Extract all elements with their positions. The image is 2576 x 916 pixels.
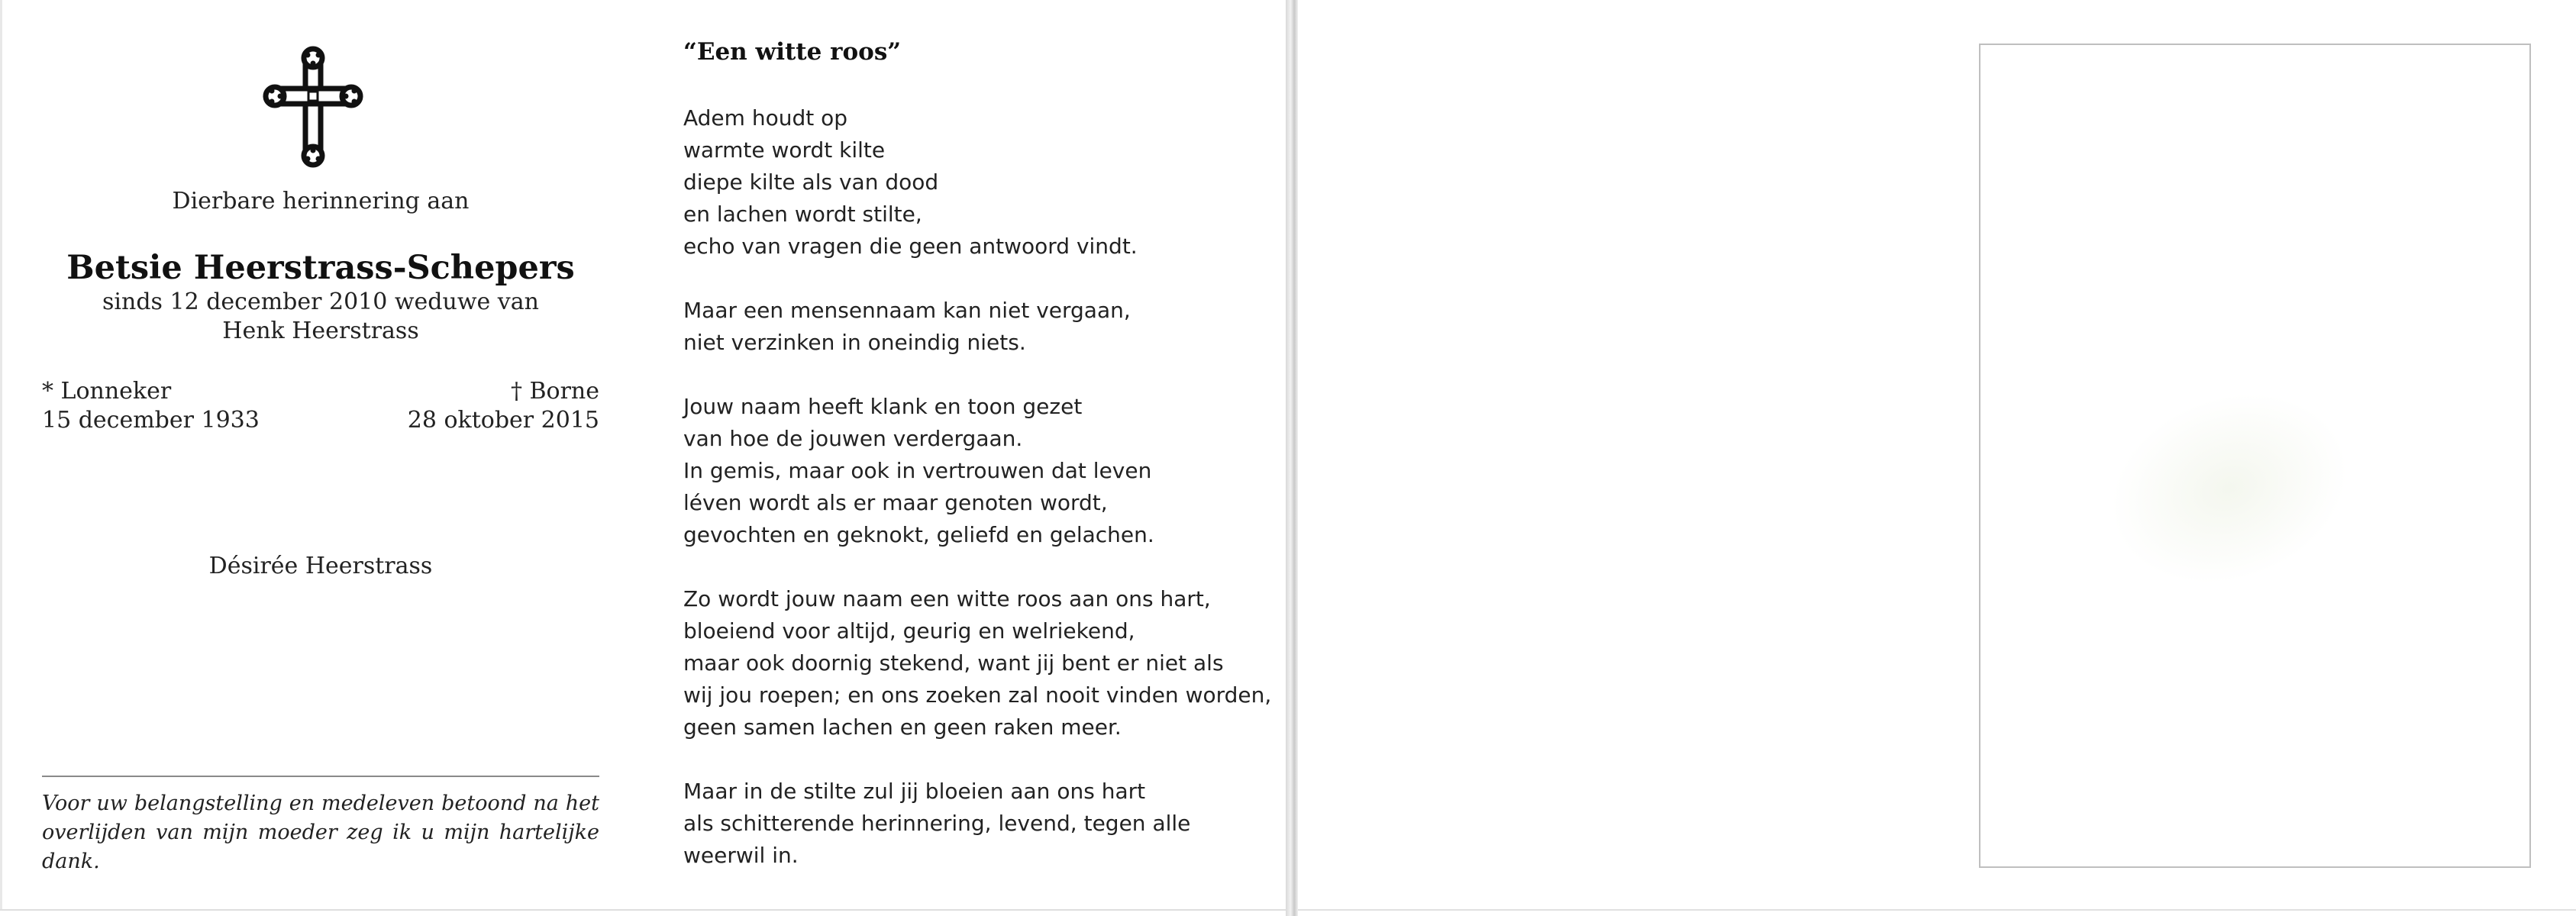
poem-line: weerwil in. <box>683 843 799 868</box>
poem-stanza <box>683 295 1279 359</box>
poem-line: Zo wordt jouw naam een witte roos aan ons hart, <box>683 586 1211 611</box>
poem-line: gevochten en geknokt, geliefd en gelachen. <box>683 522 1154 547</box>
death-info <box>408 377 599 435</box>
poem-line: Maar een mensennaam kan niet vergaan, <box>683 298 1131 323</box>
poem-line: léven wordt als er maar genoten wordt, <box>683 490 1108 515</box>
poem-line: geen samen lachen en geen raken meer. <box>683 714 1122 740</box>
poem-line: maar ook doornig stekend, want jij bent er niet als <box>683 650 1224 676</box>
poem-line: niet verzinken in oneindig niets. <box>683 330 1026 355</box>
cross-icon <box>263 46 363 168</box>
memorial-text-page <box>42 0 599 916</box>
divider <box>42 776 599 777</box>
signer-name: Désirée Heerstrass <box>208 553 433 579</box>
poem-line: Jouw naam heeft klank en toon gezet <box>683 394 1083 419</box>
widow-since-text: sinds 12 december 2010 weduwe van <box>102 289 539 315</box>
death-place: † Borne <box>510 378 599 405</box>
poem-stanza <box>683 391 1279 551</box>
birth-date: 15 december 1933 <box>42 407 260 434</box>
thanks-text: Voor uw belangstelling en medeleven betoond na het overlijden van mijn moeder zeg ik u mijn hartelijke dank. <box>42 792 599 873</box>
death-date: 28 oktober 2015 <box>407 407 599 434</box>
poem-line: en lachen wordt stilte, <box>683 202 922 227</box>
intro-text: Dierbare herinnering aan <box>172 188 470 214</box>
poem-stanza <box>683 583 1279 743</box>
poem-stanza <box>683 776 1279 872</box>
poem-line: bloeiend voor altijd, geurig en welriekend, <box>683 618 1135 643</box>
spouse-name: Henk Heerstrass <box>222 318 419 344</box>
poem-line: van hoe de jouwen verdergaan. <box>683 426 1023 451</box>
deceased-name: Betsie Heerstrass-Schepers <box>66 249 575 287</box>
poem-line: In gemis, maar ook in vertrouwen dat leven <box>683 458 1152 483</box>
poem-title: “Een witte roos” <box>683 38 902 66</box>
poem-line: Adem houdt op <box>683 105 848 131</box>
poem-line: Maar in de stilte zul jij bloeien aan ons hart <box>683 779 1146 804</box>
birth-place: * Lonneker <box>42 378 172 405</box>
poem-stanza <box>683 102 1279 263</box>
poem-line: als schitterende herinnering, levend, tegen alle <box>683 811 1191 836</box>
birth-info <box>42 377 260 435</box>
poem-line: wij jou roepen; en ons zoeken zal nooit vinden worden, <box>683 682 1272 708</box>
poem <box>683 38 1279 904</box>
poem-line: warmte wordt kilte <box>683 137 886 163</box>
card-fold <box>1286 0 1298 916</box>
poem-line: diepe kilte als van dood <box>683 169 939 195</box>
poem-line: echo van vragen die geen antwoord vindt. <box>683 234 1138 259</box>
